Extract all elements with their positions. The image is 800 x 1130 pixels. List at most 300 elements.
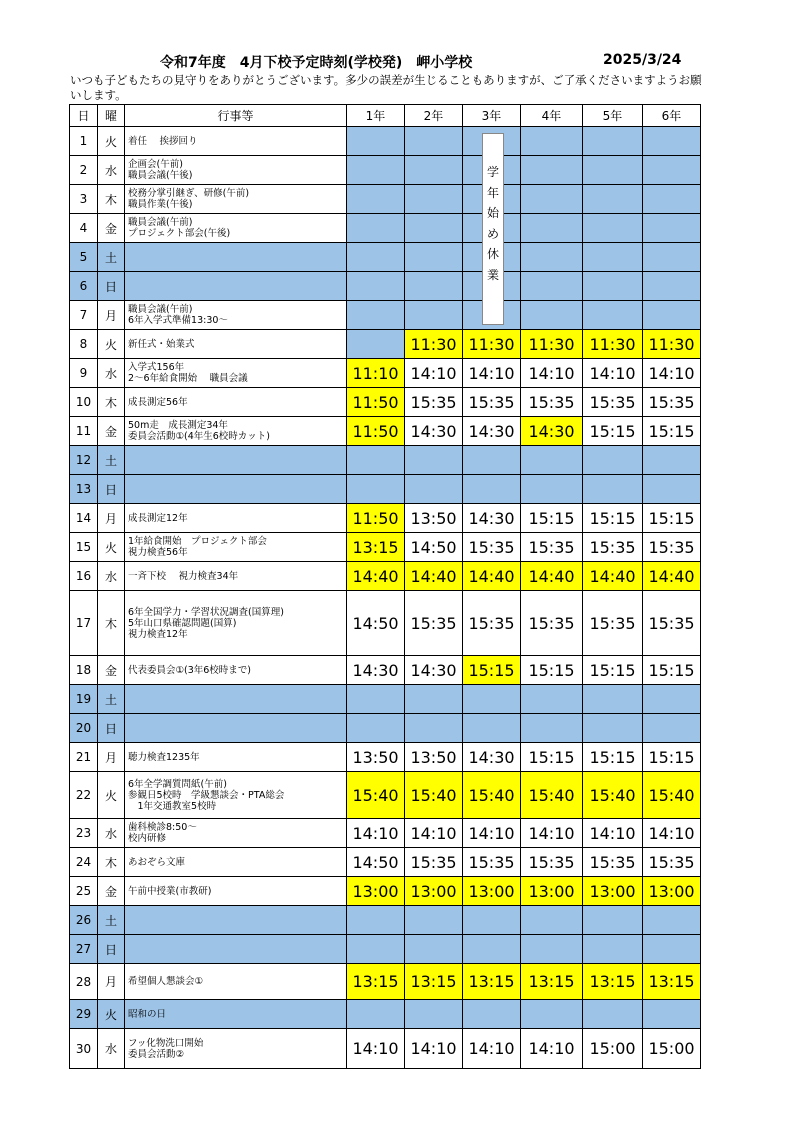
dow-cell: 火 [98,772,125,819]
time-cell-grade1 [347,475,405,504]
event-line: 成長測定12年 [128,512,188,524]
time-cell-grade2 [405,906,463,935]
time-cell-grade4: 15:15 [521,504,583,533]
time-cell-grade1: 11:10 [347,359,405,388]
day-cell: 23 [70,819,98,848]
table-row [70,685,701,714]
time-cell-grade4 [521,685,583,714]
table-row [70,772,701,819]
time-cell-grade4 [521,475,583,504]
dow-cell: 月 [98,964,125,1000]
time-cell-grade4 [521,272,583,301]
table-row [70,127,701,156]
time-cell-grade2 [405,685,463,714]
time-cell-grade3 [463,935,521,964]
event-line: 歯科検診8:50～ [128,822,197,833]
time-cell-grade4: 14:10 [521,1029,583,1069]
time-cell-grade4: 15:35 [521,591,583,656]
time-cell-grade6 [643,906,701,935]
events-cell [125,1000,347,1029]
event-line: 校内研修 [128,833,167,844]
time-cell-grade2: 14:50 [405,533,463,562]
time-cell-grade1 [347,685,405,714]
dow-cell: 水 [98,156,125,185]
day-cell: 12 [70,446,98,475]
time-cell-grade5 [583,475,643,504]
time-cell-grade4: 15:15 [521,656,583,685]
time-cell-grade5: 15:15 [583,504,643,533]
time-cell-grade6: 15:35 [643,533,701,562]
time-cell-grade4 [521,906,583,935]
events-cell [125,214,347,243]
time-cell-grade2: 13:15 [405,964,463,1000]
day-cell: 6 [70,272,98,301]
time-cell-grade3: 15:40 [463,772,521,819]
day-cell: 10 [70,388,98,417]
table-row [70,156,701,185]
event-line: 聴力検査1235年 [128,751,200,763]
dow-cell: 土 [98,906,125,935]
events-cell [125,848,347,877]
event-line: 1年給食開始 プロジェクト部会 [128,536,267,547]
title-bar [0,52,800,72]
time-cell-grade5: 15:00 [583,1029,643,1069]
time-cell-grade6 [643,935,701,964]
time-cell-grade4 [521,243,583,272]
dow-cell: 木 [98,591,125,656]
event-line: 2～6年給食開始 職員会議 [128,373,248,384]
time-cell-grade2 [405,272,463,301]
time-cell-grade2 [405,446,463,475]
time-cell-grade5: 15:35 [583,848,643,877]
time-cell-grade1: 13:50 [347,743,405,772]
table-row [70,388,701,417]
time-cell-grade5: 15:15 [583,743,643,772]
event-line: 午前中授業(市教研) [128,885,212,897]
table-row [70,743,701,772]
time-cell-grade5: 15:40 [583,772,643,819]
table-row [70,819,701,848]
time-cell-grade4 [521,714,583,743]
time-cell-grade3: 14:30 [463,743,521,772]
day-cell: 5 [70,243,98,272]
event-line: 新任式・始業式 [128,338,195,350]
dow-cell: 金 [98,417,125,446]
events-cell [125,935,347,964]
day-cell: 15 [70,533,98,562]
table-row [70,906,701,935]
time-cell-grade6 [643,714,701,743]
time-cell-grade4: 14:10 [521,359,583,388]
time-cell-grade3: 14:30 [463,417,521,446]
time-cell-grade1 [347,185,405,214]
dow-cell: 水 [98,359,125,388]
day-cell: 9 [70,359,98,388]
time-cell-grade2 [405,301,463,330]
time-cell-grade2 [405,1000,463,1029]
table-row [70,446,701,475]
dow-cell: 土 [98,446,125,475]
time-cell-grade6: 15:35 [643,388,701,417]
table-row [70,877,701,906]
time-cell-grade6: 11:30 [643,330,701,359]
table-row [70,243,701,272]
time-cell-grade4: 14:40 [521,562,583,591]
time-cell-grade6 [643,301,701,330]
event-line: 着任 挨拶回り [128,135,198,147]
dow-cell: 木 [98,848,125,877]
time-cell-grade1: 11:50 [347,504,405,533]
event-line: 委員会活動② [128,1048,185,1060]
events-cell [125,243,347,272]
events-cell [125,714,347,743]
time-cell-grade1 [347,214,405,243]
event-line: 企画会(午前) [128,159,183,170]
event-line: あおぞら文庫 [128,856,186,868]
time-cell-grade3: 15:35 [463,591,521,656]
vacation-note-char: 年 [486,185,499,200]
time-cell-grade4 [521,214,583,243]
time-cell-grade4 [521,1000,583,1029]
table-row [70,272,701,301]
time-cell-grade2 [405,475,463,504]
time-cell-grade3 [463,714,521,743]
events-cell [125,417,347,446]
day-cell: 24 [70,848,98,877]
time-cell-grade2 [405,185,463,214]
time-cell-grade6: 14:40 [643,562,701,591]
time-cell-grade3: 13:15 [463,964,521,1000]
table-row [70,185,701,214]
table-row [70,935,701,964]
table-row [70,330,701,359]
time-cell-grade6 [643,243,701,272]
table-row [70,964,701,1000]
events-cell [125,156,347,185]
events-cell [125,964,347,1000]
event-line: 昭和の日 [128,1008,167,1020]
events-cell [125,743,347,772]
table-row [70,533,701,562]
time-cell-grade2: 14:30 [405,417,463,446]
dow-cell: 木 [98,185,125,214]
time-cell-grade5 [583,185,643,214]
time-cell-grade5: 15:35 [583,388,643,417]
time-cell-grade6: 14:10 [643,819,701,848]
events-cell [125,591,347,656]
dow-cell: 月 [98,504,125,533]
dow-cell: 金 [98,656,125,685]
time-cell-grade5 [583,272,643,301]
table-row [70,714,701,743]
time-cell-grade2 [405,935,463,964]
time-cell-grade2: 14:10 [405,359,463,388]
event-line: 職員作業(午後) [128,199,193,210]
event-line: 委員会活動①(4年生6校時カット) [128,431,270,442]
day-cell: 3 [70,185,98,214]
table-row [70,359,701,388]
events-cell [125,819,347,848]
time-cell-grade4 [521,935,583,964]
event-line: 入学式156年 [128,362,185,373]
time-cell-grade1: 14:10 [347,1029,405,1069]
time-cell-grade6: 15:35 [643,591,701,656]
time-cell-grade1 [347,156,405,185]
time-cell-grade4: 11:30 [521,330,583,359]
time-cell-grade1: 14:10 [347,819,405,848]
event-line: 職員会議(午前) [128,304,193,315]
events-cell [125,877,347,906]
time-cell-grade4 [521,127,583,156]
events-cell [125,475,347,504]
day-cell: 21 [70,743,98,772]
time-cell-grade5: 14:40 [583,562,643,591]
time-cell-grade6: 15:15 [643,656,701,685]
day-cell: 28 [70,964,98,1000]
time-cell-grade1 [347,1000,405,1029]
time-cell-grade6 [643,127,701,156]
time-cell-grade5 [583,1000,643,1029]
time-cell-grade6 [643,185,701,214]
time-cell-grade1 [347,127,405,156]
table-row [70,1000,701,1029]
event-line: 成長測定56年 [128,396,188,408]
time-cell-grade2: 15:35 [405,848,463,877]
table-row [70,504,701,533]
day-cell: 4 [70,214,98,243]
day-cell: 1 [70,127,98,156]
time-cell-grade6: 13:15 [643,964,701,1000]
time-cell-grade5 [583,714,643,743]
vacation-note-char: 業 [486,267,499,282]
time-cell-grade6 [643,685,701,714]
time-cell-grade1: 14:40 [347,562,405,591]
event-line: 職員会議(午後) [128,170,193,181]
col-header-dow: 曜 [98,105,125,127]
time-cell-grade2: 15:40 [405,772,463,819]
event-line: 一斉下校 視力検査34年 [128,570,239,582]
event-line: フッ化物洗口開始 [128,1037,204,1049]
time-cell-grade4 [521,156,583,185]
day-cell: 22 [70,772,98,819]
day-cell: 13 [70,475,98,504]
time-cell-grade4: 15:35 [521,533,583,562]
event-line: 職員会議(午前) [128,217,193,228]
day-cell: 8 [70,330,98,359]
time-cell-grade1: 13:00 [347,877,405,906]
time-cell-grade1: 11:50 [347,417,405,446]
col-header-grade4: 4年 [521,105,583,127]
time-cell-grade1 [347,330,405,359]
time-cell-grade3: 11:30 [463,330,521,359]
time-cell-grade4: 13:15 [521,964,583,1000]
time-cell-grade6: 15:35 [643,848,701,877]
dow-cell: 月 [98,743,125,772]
event-line: 5年山口県確認問題(国算) [128,617,237,629]
time-cell-grade2 [405,127,463,156]
col-header-grade6: 6年 [643,105,701,127]
table-row [70,475,701,504]
time-cell-grade1: 13:15 [347,533,405,562]
dow-cell: 火 [98,330,125,359]
col-header-grade2: 2年 [405,105,463,127]
dow-cell: 水 [98,819,125,848]
time-cell-grade5 [583,685,643,714]
day-cell: 25 [70,877,98,906]
col-header-grade1: 1年 [347,105,405,127]
time-cell-grade2: 15:35 [405,388,463,417]
time-cell-grade2: 15:35 [405,591,463,656]
time-cell-grade1 [347,714,405,743]
events-cell [125,906,347,935]
dow-cell: 火 [98,533,125,562]
time-cell-grade2: 14:10 [405,1029,463,1069]
time-cell-grade4: 13:00 [521,877,583,906]
events-cell [125,359,347,388]
time-cell-grade5: 13:00 [583,877,643,906]
time-cell-grade2: 14:30 [405,656,463,685]
time-cell-grade3: 14:40 [463,562,521,591]
dow-cell: 火 [98,127,125,156]
schedule-table [69,104,701,1069]
day-cell: 18 [70,656,98,685]
time-cell-grade3: 15:15 [463,656,521,685]
time-cell-grade6 [643,214,701,243]
events-cell [125,562,347,591]
time-cell-grade2: 11:30 [405,330,463,359]
time-cell-grade6 [643,156,701,185]
time-cell-grade5: 15:15 [583,417,643,446]
time-cell-grade6: 15:40 [643,772,701,819]
header-row [70,105,701,127]
day-cell: 30 [70,1029,98,1069]
dow-cell: 日 [98,714,125,743]
dow-cell: 日 [98,475,125,504]
time-cell-grade5: 15:15 [583,656,643,685]
time-cell-grade3: 14:10 [463,1029,521,1069]
time-cell-grade3: 15:35 [463,388,521,417]
time-cell-grade5: 15:35 [583,533,643,562]
time-cell-grade3: 14:10 [463,819,521,848]
time-cell-grade3: 14:30 [463,504,521,533]
time-cell-grade5 [583,906,643,935]
time-cell-grade1 [347,272,405,301]
notice-text: いつも子どもたちの見守りをありがとうございます。多少の誤差が生じることもありますが、ご了承くださいますようお願いします。 [70,73,702,102]
events-cell [125,185,347,214]
dow-cell: 火 [98,1000,125,1029]
dow-cell: 水 [98,562,125,591]
event-line: 参観日5校時 学級懇談会・PTA総会 [128,789,285,801]
time-cell-grade1 [347,906,405,935]
time-cell-grade4: 14:30 [521,417,583,446]
dow-cell: 日 [98,935,125,964]
col-header-grade3: 3年 [463,105,521,127]
time-cell-grade1 [347,243,405,272]
time-cell-grade4 [521,301,583,330]
time-cell-grade5 [583,243,643,272]
event-line: 代表委員会①(3年6校時まで) [128,664,252,676]
vacation-note-char: 始 [486,206,499,220]
dow-cell: 日 [98,272,125,301]
time-cell-grade6 [643,272,701,301]
events-cell [125,685,347,714]
day-cell: 2 [70,156,98,185]
event-line: 6年入学式準備13:30～ [128,315,228,326]
time-cell-grade6 [643,475,701,504]
day-cell: 7 [70,301,98,330]
time-cell-grade5 [583,156,643,185]
table-row [70,848,701,877]
vacation-note-char: 学 [486,165,499,179]
time-cell-grade4: 15:40 [521,772,583,819]
time-cell-grade3: 13:00 [463,877,521,906]
event-line: 1年交通教室5校時 [128,800,217,812]
time-cell-grade2: 13:00 [405,877,463,906]
time-cell-grade5 [583,935,643,964]
time-cell-grade6 [643,1000,701,1029]
event-line: 視力検査12年 [128,628,188,640]
time-cell-grade2: 13:50 [405,504,463,533]
day-cell: 11 [70,417,98,446]
time-cell-grade2 [405,156,463,185]
events-cell [125,301,347,330]
time-cell-grade1: 14:50 [347,848,405,877]
dow-cell: 月 [98,301,125,330]
events-cell [125,772,347,819]
time-cell-grade5 [583,127,643,156]
day-cell: 16 [70,562,98,591]
events-cell [125,272,347,301]
time-cell-grade2: 14:40 [405,562,463,591]
page-title: 令和7年度 4月下校予定時刻(学校発) 岬小学校 [160,55,473,71]
time-cell-grade5 [583,214,643,243]
time-cell-grade5 [583,446,643,475]
time-cell-grade2 [405,243,463,272]
dow-cell: 木 [98,388,125,417]
time-cell-grade6: 14:10 [643,359,701,388]
vacation-note [482,133,504,325]
time-cell-grade2: 14:10 [405,819,463,848]
time-cell-grade3 [463,906,521,935]
time-cell-grade1: 14:50 [347,591,405,656]
time-cell-grade4: 15:35 [521,388,583,417]
event-line: プロジェクト部会(午後) [128,228,231,239]
dow-cell: 水 [98,1029,125,1069]
event-line: 視力検査56年 [128,547,188,558]
time-cell-grade3 [463,685,521,714]
col-header-events: 行事等 [125,105,347,127]
events-cell [125,1029,347,1069]
time-cell-grade4: 15:35 [521,848,583,877]
col-header-day: 日 [70,105,98,127]
time-cell-grade3: 15:35 [463,848,521,877]
col-header-grade5: 5年 [583,105,643,127]
dow-cell: 金 [98,214,125,243]
time-cell-grade1 [347,935,405,964]
day-cell: 17 [70,591,98,656]
table-row [70,562,701,591]
time-cell-grade5: 14:10 [583,359,643,388]
table-row [70,417,701,446]
table-row [70,301,701,330]
table-row [70,1029,701,1069]
day-cell: 20 [70,714,98,743]
events-cell [125,656,347,685]
time-cell-grade2 [405,714,463,743]
time-cell-grade3 [463,475,521,504]
time-cell-grade6: 15:15 [643,504,701,533]
event-line: 校務分掌引継ぎ、研修(午前) [128,188,250,199]
